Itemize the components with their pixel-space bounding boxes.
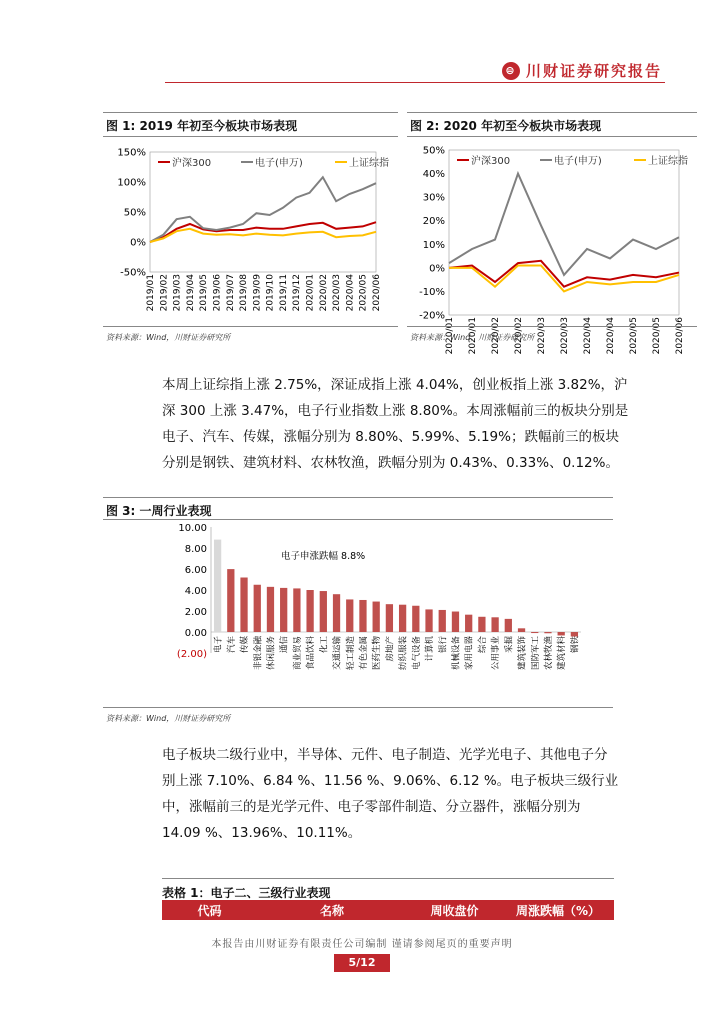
bar — [505, 619, 512, 632]
bar — [240, 578, 247, 632]
x-tick-label: 轻工制造 — [345, 636, 356, 671]
x-tick-label: 2020/01 — [445, 317, 455, 355]
y-tick-label: -10% — [419, 286, 445, 298]
x-tick-label: 2019/01 — [146, 274, 156, 312]
figure-2-title: 图 2: 2020 年初至今板块市场表现 — [410, 119, 602, 133]
figure-3 — [103, 497, 613, 727]
text-line: 深 300 上涨 3.47%，电子行业指数上涨 8.80%。本周涨幅前三的板块分别是 — [162, 403, 629, 419]
series-line-2 — [150, 229, 376, 242]
series-line-0 — [150, 222, 376, 242]
figure-1-source: 资料来源：Wind，川财证券研究所 — [106, 333, 231, 342]
bar — [306, 590, 313, 632]
x-tick-label: 2019/08 — [239, 274, 250, 312]
x-tick-label: 汽车 — [226, 636, 237, 654]
x-tick-label: 2020/06 — [372, 274, 382, 312]
paragraph-electronics — [162, 742, 662, 846]
y-tick-label: 0% — [429, 263, 445, 275]
paragraph-market-summary — [162, 372, 662, 476]
bar — [280, 588, 287, 632]
figure-3-chart — [103, 521, 613, 706]
bar — [373, 602, 380, 632]
x-tick-label: 食品饮料 — [306, 636, 317, 671]
figure-3-source: 资料来源：Wind，川财证券研究所 — [106, 714, 231, 723]
x-tick-label: 纺织服装 — [398, 636, 409, 671]
legend-label: 上证综指 — [349, 158, 389, 169]
x-tick-label: 2019/11 — [278, 274, 289, 312]
x-tick-label: 2020/05 — [629, 317, 639, 355]
text-line: 电子、汽车、传媒，涨幅分别为 8.80%、5.99%、5.19%；跌幅前三的板块 — [162, 429, 619, 445]
text-line: 本周上证综指上涨 2.75%，深证成指上涨 4.04%，创业板指上涨 3.82%，沪 — [162, 377, 628, 393]
x-tick-label: 非银金融 — [253, 636, 264, 671]
x-tick-label: 2019/10 — [265, 274, 276, 312]
column-header: 周收盘价 — [430, 903, 479, 918]
bar — [571, 632, 578, 637]
y-tick-label: 8.00 — [184, 544, 207, 555]
y-tick-label: -20% — [419, 310, 445, 322]
y-tick-label: 6.00 — [184, 565, 207, 576]
x-tick-label: 2019/03 — [172, 274, 183, 312]
x-tick-label: 2020/05 — [652, 317, 662, 355]
x-tick-label: 银行 — [438, 636, 449, 654]
brand-header — [502, 60, 662, 81]
y-tick-label: (2.00) — [176, 649, 207, 660]
series-line-1 — [449, 174, 679, 275]
x-tick-label: 家用电器 — [464, 636, 475, 671]
x-tick-label: 2020/03 — [537, 317, 547, 355]
page-number: 5/12 — [334, 954, 390, 972]
x-tick-label: 传媒 — [240, 636, 251, 654]
x-tick-label: 房地产 — [385, 636, 396, 662]
x-tick-label: 2020/02 — [491, 317, 501, 355]
y-tick-label: 30% — [422, 192, 445, 204]
y-tick-label: 150% — [117, 147, 146, 159]
x-tick-label: 机械设备 — [451, 636, 462, 671]
x-tick-label: 2019/09 — [252, 274, 263, 312]
bar — [293, 588, 300, 632]
bar — [399, 605, 406, 632]
x-tick-label: 建筑材料 — [557, 636, 568, 671]
bar — [478, 617, 485, 632]
legend-label: 沪深300 — [471, 156, 511, 167]
header-divider — [165, 82, 665, 83]
text-line: 电子板块二级行业中，半导体、元件、电子制造、光学光电子、其他电子分 — [162, 747, 608, 763]
x-tick-label: 通信 — [279, 636, 290, 654]
bar — [346, 599, 353, 632]
x-tick-label: 2020/03 — [332, 274, 343, 312]
bar — [320, 591, 327, 632]
figure-3-title: 图 3: 一周行业表现 — [106, 504, 212, 518]
bar — [267, 587, 274, 632]
x-tick-label: 2019/02 — [159, 274, 170, 312]
x-tick-label: 有色金属 — [358, 636, 369, 671]
bar — [452, 612, 459, 632]
x-tick-label: 电子 — [213, 636, 224, 654]
x-tick-label: 商业贸易 — [292, 636, 303, 671]
bar — [425, 609, 432, 632]
x-tick-label: 2019/04 — [185, 274, 196, 312]
x-tick-label: 交通运输 — [332, 636, 343, 671]
table-1-header — [162, 900, 614, 920]
legend-label: 电子(申万) — [255, 158, 303, 169]
table-1-title: 表格 1：电子二、三级行业表现 — [162, 886, 331, 900]
bar — [359, 600, 366, 632]
y-tick-label: 100% — [117, 177, 146, 189]
text-line: 14.09 %、13.96%、10.11%。 — [162, 825, 362, 841]
y-tick-label: 2.00 — [184, 607, 207, 618]
x-tick-label: 农林牧渔 — [543, 636, 554, 671]
figure-2 — [407, 112, 697, 355]
x-tick-label: 2020/01 — [305, 274, 316, 312]
x-tick-label: 钢铁 — [570, 636, 581, 654]
x-tick-label: 2020/04 — [606, 317, 616, 355]
legend-label: 电子(申万) — [554, 156, 602, 167]
brand-logo-icon: ⊜ — [502, 62, 520, 80]
x-tick-label: 休闲服务 — [266, 636, 277, 671]
bar — [518, 628, 525, 632]
column-header: 周涨跌幅（%） — [515, 903, 601, 918]
plot-frame — [150, 152, 376, 272]
y-tick-label: 10.00 — [178, 523, 207, 534]
x-tick-label: 医药生物 — [372, 636, 383, 671]
bar — [558, 632, 565, 635]
x-tick-label: 化工 — [319, 636, 330, 654]
brand-name: 川财证券研究报告 — [525, 62, 662, 80]
y-tick-label: 50% — [123, 207, 146, 219]
x-tick-label: 2020/02 — [318, 274, 329, 312]
legend-label: 上证综指 — [648, 156, 688, 167]
bar — [531, 632, 538, 633]
y-tick-label: 40% — [422, 169, 445, 181]
x-tick-label: 2020/04 — [345, 274, 356, 312]
bar — [254, 585, 261, 632]
x-tick-label: 电气设备 — [411, 636, 422, 671]
bar — [386, 604, 393, 632]
column-header: 名称 — [319, 903, 344, 918]
x-tick-label: 2020/05 — [358, 274, 369, 312]
y-tick-label: 4.00 — [184, 586, 207, 597]
bar — [465, 615, 472, 632]
x-tick-label: 2020/03 — [560, 317, 570, 355]
y-tick-label: 0% — [130, 237, 146, 249]
bar — [214, 540, 221, 632]
footer-disclaimer: 本报告由川财证券有限责任公司编制 谨请参阅尾页的重要声明 — [211, 939, 513, 950]
y-tick-label: 0.00 — [184, 628, 207, 639]
x-tick-label: 2020/06 — [675, 317, 685, 355]
y-tick-label: 10% — [422, 239, 445, 251]
y-tick-label: 20% — [422, 216, 445, 228]
x-tick-label: 建筑装饰 — [517, 636, 528, 671]
series-line-1 — [150, 177, 376, 242]
x-tick-label: 计算机 — [425, 636, 436, 662]
x-tick-label: 2020/04 — [583, 317, 593, 355]
x-tick-label: 2020/02 — [514, 317, 524, 355]
x-tick-label: 2019/07 — [225, 274, 236, 312]
y-tick-label: 50% — [422, 145, 445, 157]
figure-1-title: 图 1: 2019 年初至今板块市场表现 — [106, 119, 298, 133]
legend-label: 沪深300 — [172, 158, 212, 169]
x-tick-label: 综合 — [477, 636, 488, 654]
text-line: 分别是钢铁、建筑材料、农林牧渔，跌幅分别为 0.43%、0.33%、0.12%。 — [162, 455, 619, 471]
text-line: 别上涨 7.10%、6.84 %、11.56 %、9.06%、6.12 %。电子板块三级行业 — [162, 773, 619, 789]
bar — [491, 617, 498, 632]
figure-2-source: 资料来源：Wind，川财证券研究所 — [410, 333, 535, 342]
x-tick-label: 国防军工 — [530, 636, 541, 671]
bar — [227, 569, 234, 632]
chart-annotation: 电子申涨跌幅 8.8% — [281, 551, 366, 562]
column-header: 代码 — [197, 903, 222, 918]
x-tick-label: 公用事业 — [491, 636, 502, 671]
x-tick-label: 2019/06 — [212, 274, 223, 312]
bar — [412, 606, 419, 632]
text-line: 中，涨幅前三的是光学元件、电子零部件制造、分立器件，涨幅分别为 — [162, 799, 581, 815]
bar — [544, 632, 551, 633]
x-tick-label: 采掘 — [504, 636, 515, 654]
bar — [333, 594, 340, 632]
x-tick-label: 2020/01 — [468, 317, 478, 355]
bar — [439, 610, 446, 632]
x-tick-label: 2019/05 — [199, 274, 210, 312]
figure-1 — [103, 112, 398, 352]
figure-1-chart — [103, 140, 398, 326]
y-tick-label: -50% — [120, 267, 146, 279]
x-tick-label: 2019/12 — [292, 274, 303, 312]
